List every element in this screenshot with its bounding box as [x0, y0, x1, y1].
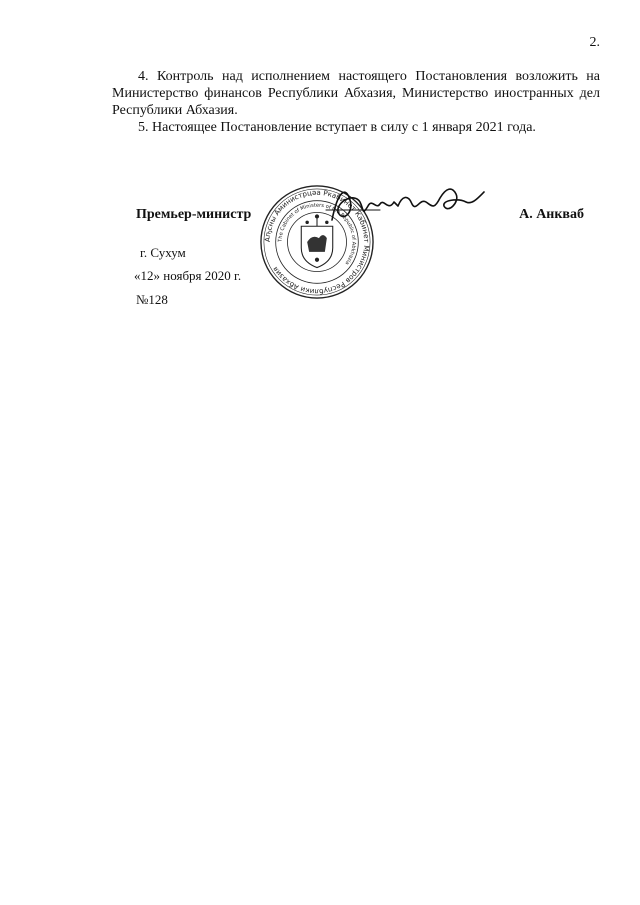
signer-name: А. Анкваб — [519, 207, 584, 222]
document-number: №128 — [136, 292, 168, 307]
seal-inner-text: The Cabinet of Ministers of the Republic of Abkhazia — [277, 202, 357, 266]
paragraph-4: 4. Контроль над исполнением настоящего Постановления возложить на Министерство финансов Республики Абхазия, Министерство иностранных дел Республики Абхазия. — [112, 69, 600, 118]
document-body — [112, 68, 600, 136]
handwritten-signature — [320, 180, 490, 230]
paragraph-5: 5. Настоящее Постановление вступает в силу с 1 января 2021 года. — [138, 120, 536, 135]
issue-place: г. Сухум — [140, 245, 186, 260]
issue-date: «12» ноября 2020 г. — [134, 268, 242, 283]
page-number: 2. — [589, 35, 600, 50]
signer-title: Премьер-министр — [136, 207, 252, 222]
seal-outer-text: Аҧсны Аминистрцәа Ркабинет Кабинет Министров Республики Абхазия — [262, 187, 372, 297]
